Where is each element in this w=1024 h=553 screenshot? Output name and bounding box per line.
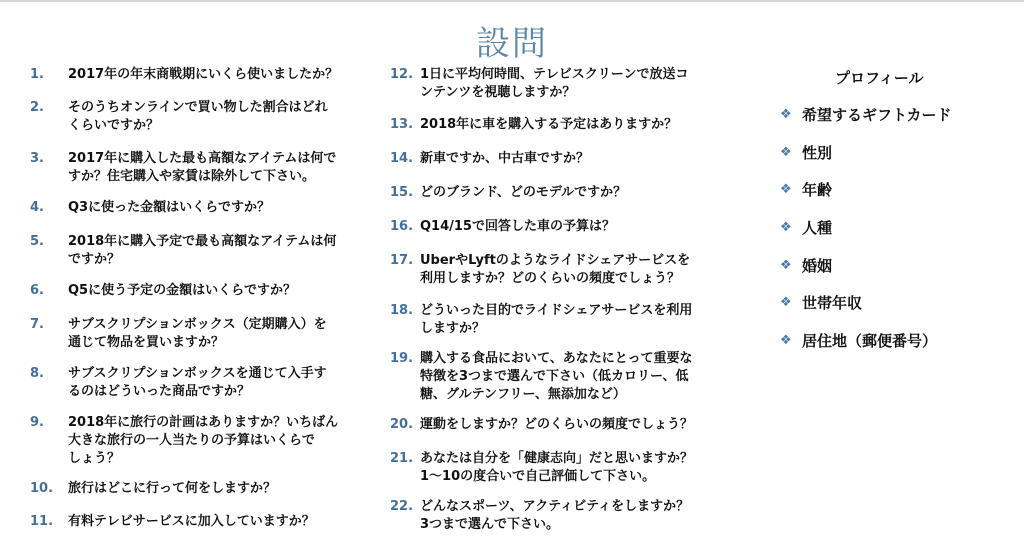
profile-item-label: 居住地（郵便番号） xyxy=(802,332,938,350)
diamond-bullet-icon: ❖ xyxy=(780,182,792,197)
question-16 xyxy=(390,218,615,236)
question-3 xyxy=(30,150,336,186)
question-1 xyxy=(30,66,338,84)
question-number: 6. xyxy=(30,283,44,298)
question-text: Q3に使った金額はいくらですか？ xyxy=(68,200,270,215)
profile-item-label: 年齢 xyxy=(802,181,833,199)
profile-item-race xyxy=(780,217,832,238)
profile-item-label: 婚姻 xyxy=(802,257,833,275)
question-number: 13. xyxy=(390,117,414,132)
profile-item-gift-card xyxy=(780,104,952,125)
question-11 xyxy=(30,513,315,531)
profile-item-gender xyxy=(780,142,832,163)
question-13 xyxy=(390,116,677,134)
question-20 xyxy=(390,416,693,434)
question-text: サブスクリプションボックス（定期購入）を 通じて物品を買いますか？ xyxy=(68,317,327,350)
page-title: 設問 xyxy=(476,24,548,64)
question-number: 10. xyxy=(30,481,54,496)
question-text: そのうちオンラインで買い物した割合はどれ くらいですか？ xyxy=(68,100,328,133)
profile-item-marital xyxy=(780,255,832,276)
profile-item-age xyxy=(780,179,832,200)
question-number: 1. xyxy=(30,67,44,82)
question-number: 7. xyxy=(30,317,44,332)
question-text: サブスクリプションボックスを通じて入手す るのはどういった商品ですか？ xyxy=(68,366,327,399)
question-text: UberやLyftのようなライドシェアサービスを 利用しますか？どのくらいの頻度でしょう？ xyxy=(420,253,691,286)
question-number: 18. xyxy=(390,303,414,318)
top-rule xyxy=(0,0,1024,2)
question-number: 19. xyxy=(390,351,414,366)
question-text: 有料テレビサービスに加入していますか？ xyxy=(68,514,315,529)
question-number: 16. xyxy=(390,219,414,234)
question-4 xyxy=(30,199,270,217)
diamond-bullet-icon: ❖ xyxy=(780,107,792,122)
question-text: どういった目的でライドシェアサービスを利用 しますか？ xyxy=(420,303,693,336)
question-21 xyxy=(390,450,693,486)
question-number: 22. xyxy=(390,499,414,514)
question-number: 8. xyxy=(30,366,44,381)
question-number: 20. xyxy=(390,417,414,432)
question-number: 21. xyxy=(390,451,414,466)
diamond-bullet-icon: ❖ xyxy=(780,145,792,160)
diamond-bullet-icon: ❖ xyxy=(780,295,792,310)
profile-item-label: 希望するギフトカード xyxy=(802,106,952,124)
question-number: 12. xyxy=(390,67,414,82)
question-5 xyxy=(30,233,336,269)
question-text: 1日に平均何時間、テレビスクリーンで放送コ ンテンツを視聴しますか？ xyxy=(420,67,689,100)
question-text: 2018年に旅行の計画はありますか？いちばん 大きな旅行の一人当たりの予算はいくらで しょう？ xyxy=(68,415,339,466)
question-number: 17. xyxy=(390,253,414,268)
question-text: 2017年に購入した最も高額なアイテムは何で すか？住宅購入や家賃は除外して下さい。 xyxy=(68,151,337,184)
question-text: どんなスポーツ、アクティビティをしますか？ 3つまで選んで下さい。 xyxy=(420,499,690,532)
question-22 xyxy=(390,498,689,534)
question-14 xyxy=(390,150,589,168)
diamond-bullet-icon: ❖ xyxy=(780,220,792,235)
question-number: 11. xyxy=(30,514,54,529)
question-12 xyxy=(390,66,689,102)
question-text: 旅行はどこに行って何をしますか？ xyxy=(68,481,277,496)
diamond-bullet-icon: ❖ xyxy=(780,258,792,273)
profile-item-label: 人種 xyxy=(802,219,833,237)
question-text: あなたは自分を「健康志向」だと思いますか？ 1〜10の度合いで自己評価して下さい。 xyxy=(420,451,694,484)
question-number: 9. xyxy=(30,415,44,430)
question-number: 4. xyxy=(30,200,44,215)
question-text: 2018年に購入予定で最も高額なアイテムは何 ですか？ xyxy=(68,234,337,267)
profile-heading: プロフィール xyxy=(835,69,924,87)
question-text: 2018年に車を購入する予定はありますか？ xyxy=(420,117,678,132)
profile-item-label: 世帯年収 xyxy=(802,294,863,312)
question-text: 新車ですか、中古車ですか？ xyxy=(420,151,590,166)
question-text: どのブランド、どのモデルですか？ xyxy=(420,185,627,200)
question-text: Q14/15で回答した車の予算は？ xyxy=(420,219,615,234)
question-text: 運動をしますか？どのくらいの頻度でしょう？ xyxy=(420,417,694,432)
profile-item-label: 性別 xyxy=(802,144,833,162)
profile-item-income xyxy=(780,292,862,313)
question-number: 14. xyxy=(390,151,414,166)
question-number: 15. xyxy=(390,185,414,200)
question-number: 3. xyxy=(30,151,44,166)
profile-item-residence xyxy=(780,330,937,351)
question-text: Q5に使う予定の金額はいくらですか？ xyxy=(68,283,296,298)
question-2 xyxy=(30,99,328,135)
question-7 xyxy=(30,316,327,352)
question-17 xyxy=(390,252,690,288)
question-9 xyxy=(30,414,338,468)
question-10 xyxy=(30,480,276,498)
question-text: 購入する食品において、あなたにとって重要な 特徴を3つまで選んで下さい（低カロリー、低 糖、グルテンフリー、無添加など） xyxy=(420,351,693,402)
question-8 xyxy=(30,365,327,401)
question-number: 2. xyxy=(30,100,44,115)
question-number: 5. xyxy=(30,234,44,249)
diamond-bullet-icon: ❖ xyxy=(780,333,792,348)
question-15 xyxy=(390,184,626,202)
question-6 xyxy=(30,282,296,300)
question-text: 2017年の年末商戦期にいくら使いましたか？ xyxy=(68,67,339,82)
question-18 xyxy=(390,302,692,338)
question-19 xyxy=(390,350,692,404)
